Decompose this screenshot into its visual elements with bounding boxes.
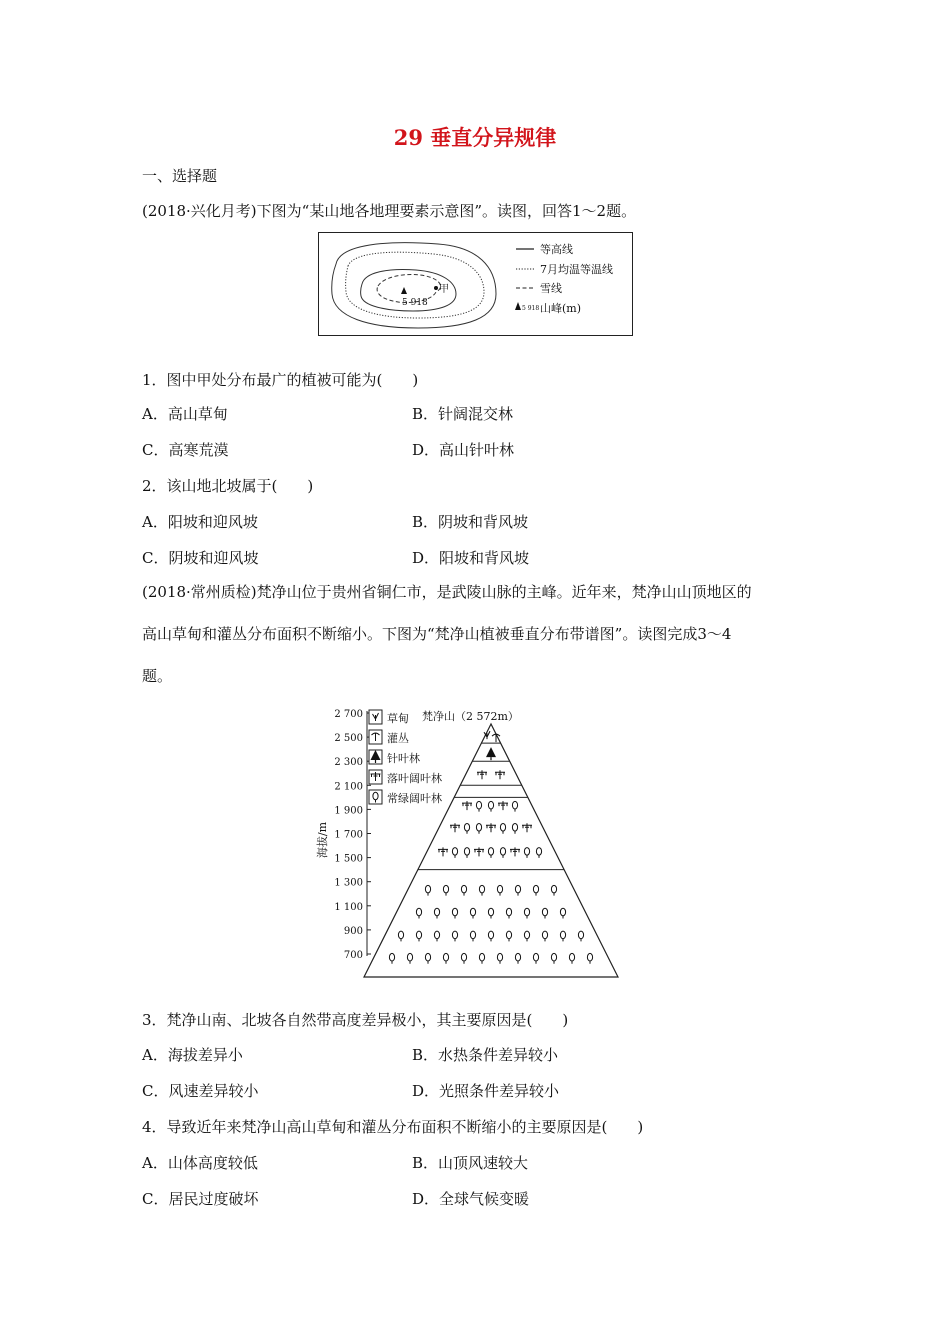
contour-map-figure [318,232,633,337]
question-4-option-d: D．全球气候变暖 [412,1190,530,1208]
question-3-option-d: D．光照条件差异较小 [412,1082,560,1100]
question-2-option-c: C．阴坡和迎风坡 [142,549,259,567]
intro-q1-2: (2018·兴化月考)下图为“某山地各地理要素示意图”。读图，回答1～2题。 [142,202,637,220]
question-1-option-a: A．高山草甸 [142,405,228,423]
legend-label: 灌丛 [387,732,409,745]
question-3-option-a: A．海拔差异小 [142,1046,243,1064]
legend-isotherm: 7月均温等温线 [540,263,613,276]
legend-label: 草甸 [387,712,409,725]
vegetation-belt-diagram [312,700,632,985]
question-4-option-c: C．居民过度破坏 [142,1190,259,1208]
question-1-stem: 1．图中甲处分布最广的植被可能为( ) [142,371,419,389]
y-tick-label: 2 300 [334,757,363,769]
y-tick-label: 2 700 [334,709,363,720]
question-2-option-a: A．阳坡和迎风坡 [142,513,258,531]
question-2-option-d: D．阳坡和背风坡 [412,549,530,567]
legend [369,710,442,805]
y-tick-label: 1 100 [334,901,363,913]
question-3-option-b: B．水热条件差异较小 [412,1046,559,1064]
intro-q3-4-line2: 高山草甸和灌丛分布面积不断缩小。下图为“梵净山植被垂直分布带谱图”。读图完成3～4 [142,625,732,643]
intro-q3-4-line3: 题。 [142,667,173,685]
question-4-option-a: A．山体高度较低 [142,1154,258,1172]
question-4-option-b: B．山顶风速较大 [412,1154,529,1172]
y-tick-label: 2 100 [334,781,363,793]
question-4-stem: 4．导致近年来梵净山高山草甸和灌丛分布面积不断缩小的主要原因是( ) [142,1118,644,1136]
diagram-title: 梵净山（2 572m） [422,710,519,723]
question-3-stem: 3．梵净山南、北坡各自然带高度差异极小，其主要原因是( ) [142,1011,569,1029]
y-tick-label: 1 900 [334,805,363,817]
peak-label: 5 918 [402,298,428,308]
section-heading: 一、选择题 [142,167,218,185]
legend-label: 落叶阔叶林 [387,772,442,785]
question-2-option-b: B．阴坡和背风坡 [412,513,529,531]
page-title: 29 垂直分异规律 [393,125,557,150]
legend-peak: 山峰(m) [540,302,582,315]
question-1-option-b: B．针阔混交林 [412,405,514,423]
y-tick-label: 2 500 [334,733,363,745]
y-tick-label: 1 700 [334,829,363,841]
y-tick-label: 1 500 [334,853,363,865]
question-2-stem: 2．该山地北坡属于( ) [142,477,314,495]
question-3-option-c: C．风速差异较小 [142,1082,259,1100]
question-1-option-c: C．高寒荒漠 [142,441,229,459]
y-tick-label: 700 [343,950,363,961]
y-axis-label: 海拔/m [316,821,329,859]
legend-peak-value: 5 918 [522,305,540,312]
y-tick-label: 1 300 [334,877,363,889]
legend-label: 常绿阔叶林 [387,792,442,805]
point-jia-marker [434,286,438,290]
intro-q3-4-line1: (2018·常州质检)梵净山位于贵州省铜仁市，是武陵山脉的主峰。近年来，梵净山山顶地区的 [142,583,752,601]
point-jia-label: 甲 [439,284,449,295]
legend-contour: 等高线 [540,243,573,256]
legend-label: 针叶林 [387,752,420,765]
question-1-option-d: D．高山针叶林 [412,441,515,459]
legend-snowline: 雪线 [540,282,562,295]
y-tick-label: 900 [343,925,363,937]
y-axis [334,709,371,961]
